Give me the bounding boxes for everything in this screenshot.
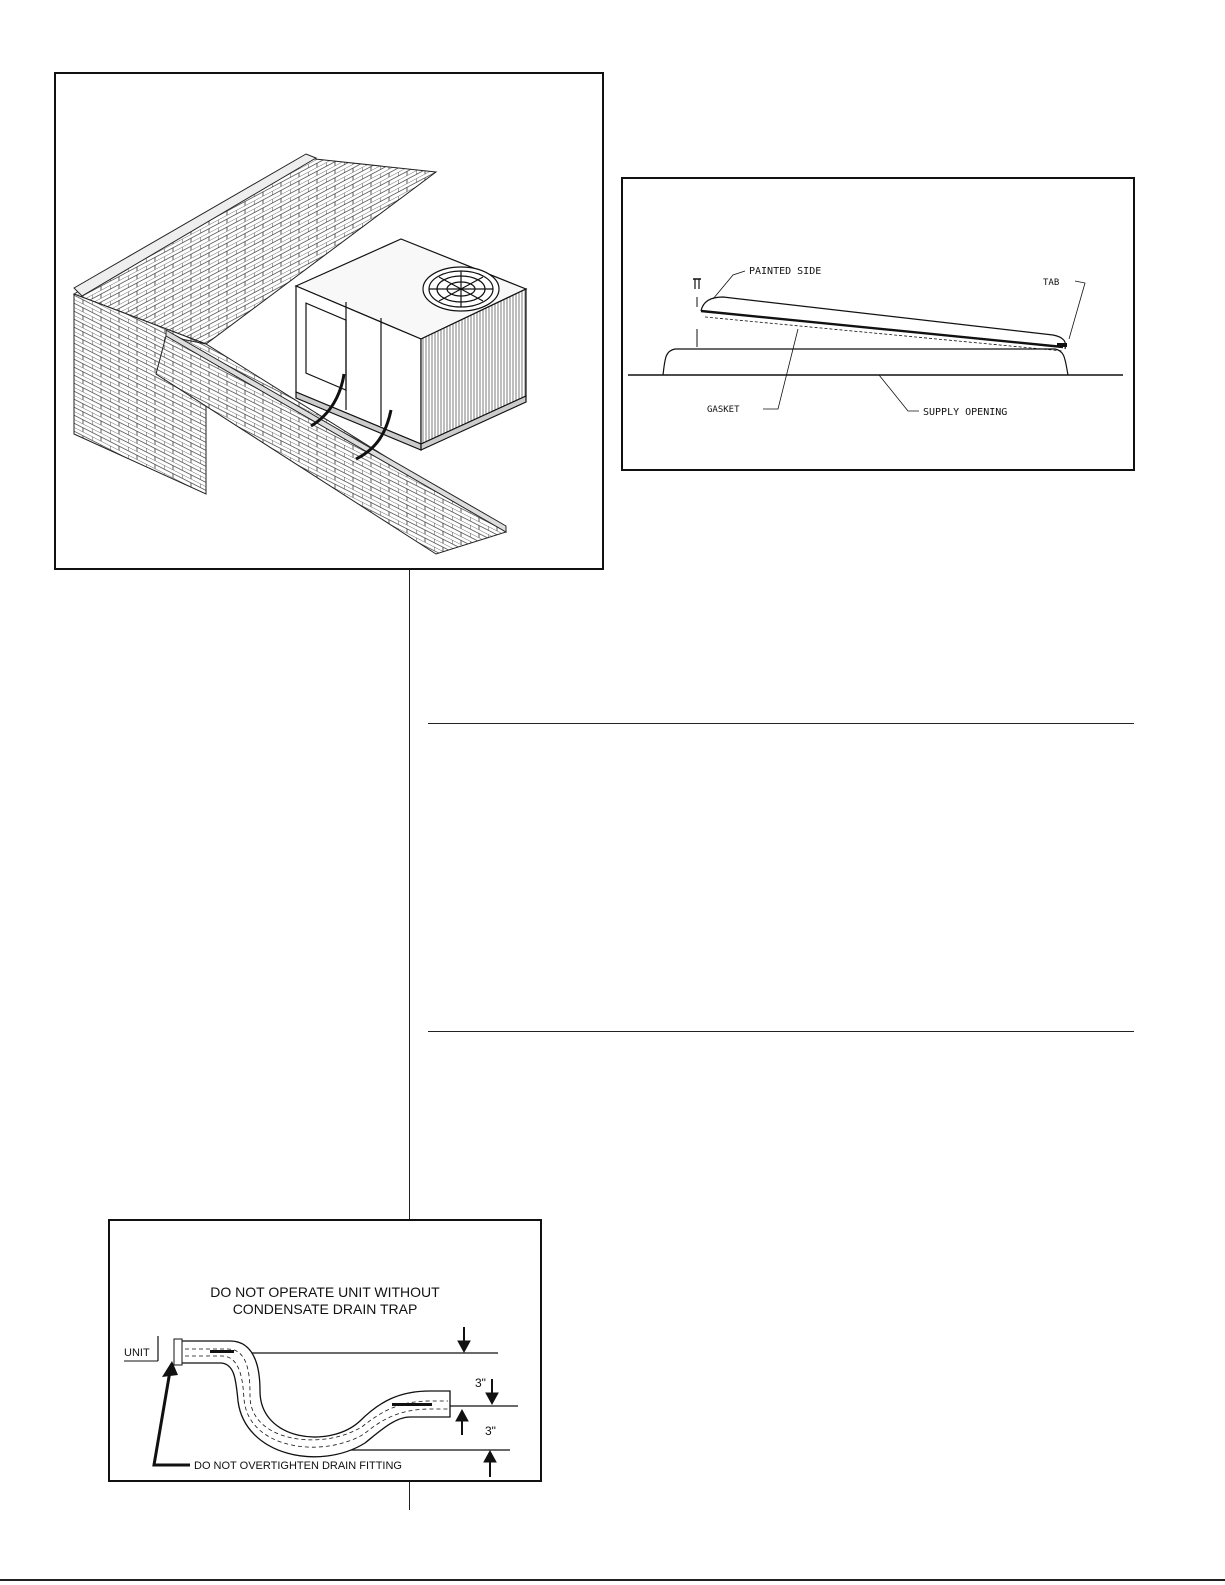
supply-opening-label: SUPPLY OPENING	[923, 407, 1008, 418]
rooftop-unit	[296, 239, 526, 450]
figure-unit-wall	[54, 72, 604, 570]
figure-gasket	[621, 177, 1135, 471]
section-rule-1	[428, 723, 1134, 724]
screw-icon	[693, 279, 701, 347]
page-bottom-rule	[0, 1579, 1225, 1581]
dimension-upper: 3"	[475, 1376, 486, 1390]
dimension-arrows	[456, 1327, 498, 1477]
fitting-warning: DO NOT OVERTIGHTEN DRAIN FITTING	[194, 1460, 402, 1472]
tab-label: TAB	[1043, 278, 1060, 288]
section-rule-2	[428, 1031, 1134, 1032]
supply-opening-curb	[663, 349, 1068, 375]
drain-warning-line1: DO NOT OPERATE UNIT WITHOUT	[210, 1284, 440, 1300]
painted-side-label: PAINTED SIDE	[749, 266, 822, 277]
drain-warning-line2: CONDENSATE DRAIN TRAP	[232, 1301, 418, 1317]
fitting-pointer	[154, 1371, 190, 1465]
gasket-diagram	[623, 179, 1133, 469]
figure-drain-trap	[108, 1219, 542, 1482]
rooftop-unit-with-brick-wall-illustration	[56, 74, 602, 568]
trap-pipe	[180, 1341, 450, 1457]
gasket-label: GASKET	[707, 405, 740, 415]
dimension-lower: 3"	[485, 1424, 496, 1438]
unit-label: UNIT	[124, 1347, 150, 1359]
drain-trap-diagram	[110, 1221, 540, 1480]
